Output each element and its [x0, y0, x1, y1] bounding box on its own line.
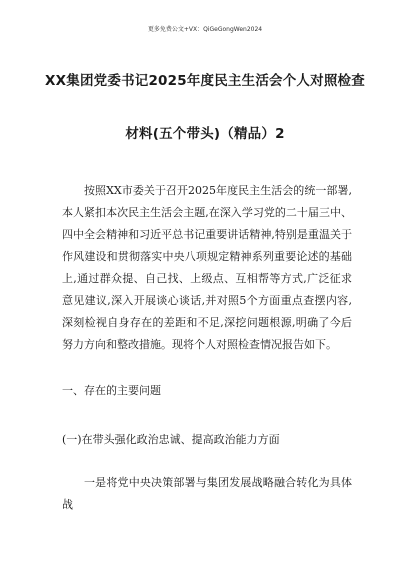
document-title-line-1: XX集团党委书记2025年度民主生活会个人对照检查: [45, 73, 365, 89]
body-paragraph: 一是将党中央决策部署与集团发展战略融合转化为具体战: [62, 476, 352, 511]
header-watermark-note: 更多免费公文+VX：QiGeGongWen2024: [147, 26, 263, 33]
document-title-line-2: 材料(五个带头)（精品）2: [125, 126, 285, 142]
subsection-heading: (一)在带头强化政治忠诚、提高政治能力方面: [62, 433, 280, 446]
section-heading: 一、存在的主要问题: [62, 384, 161, 397]
intro-paragraph: 按照XX市委关于召开2025年度民主生活会的统一部署,本人紧扣本次民主生活会主题,在深入学习党的二十届三中、四中全会精神和习近平总书记重要讲话精神,特别是重温关于作风建设和贯彻落实中央八项规定精神系列重要论述的基础上,通过群众提、自己找、上级点、互相帮等方式,广泛征求意见建议,深入开展谈心谈话,并对照5个方面重点查摆内容,深刻检视自身存在的差距和不足,深挖问题根源,明确了今后努力方向和整改措施。现将个人对照检查情况报告如下。: [62, 184, 352, 351]
